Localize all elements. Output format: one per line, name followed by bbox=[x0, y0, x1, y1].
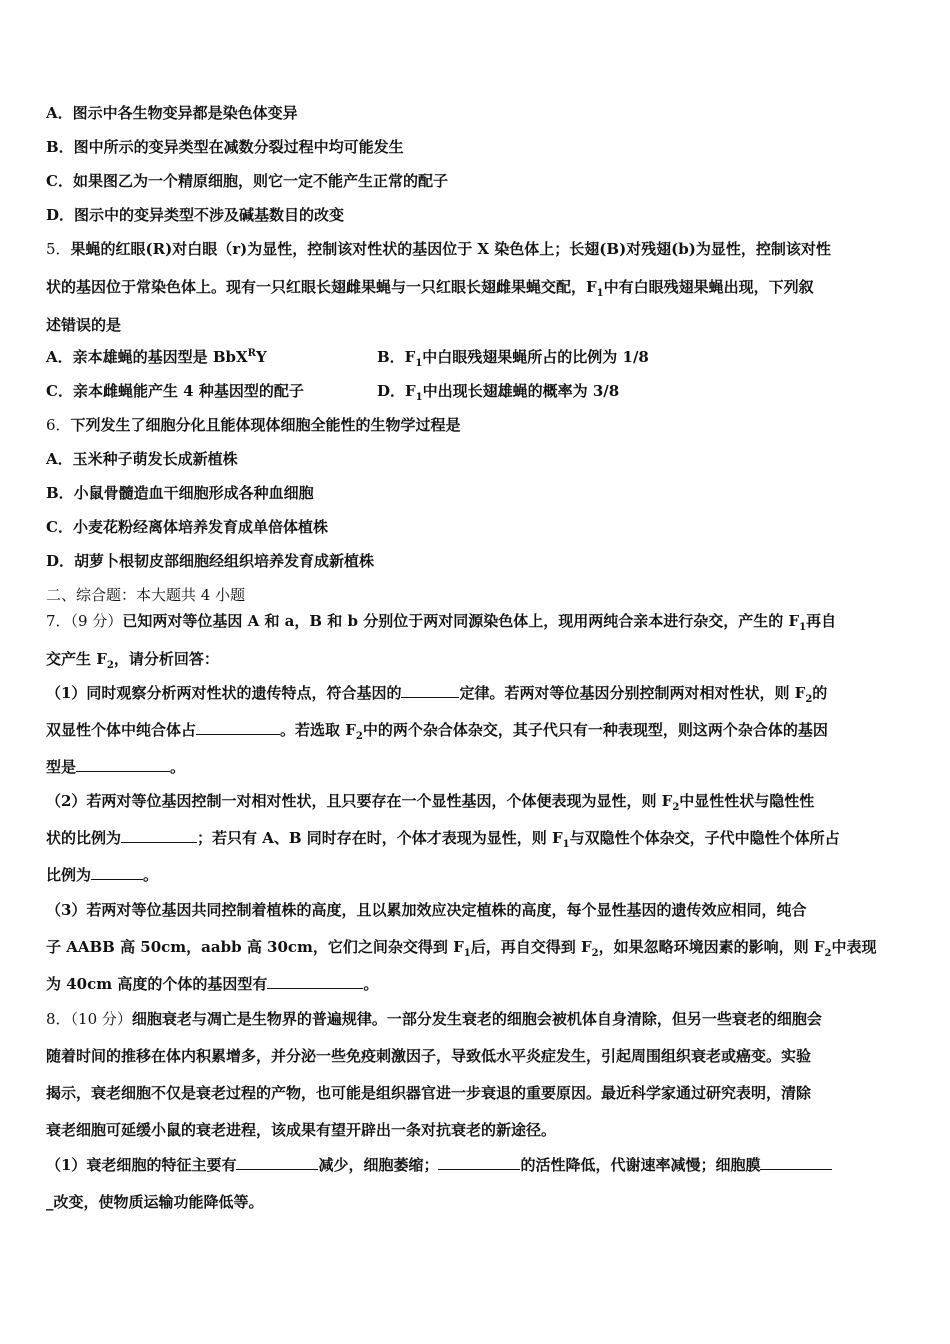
answer-blank[interactable] bbox=[267, 974, 363, 989]
answer-blank[interactable] bbox=[760, 1155, 832, 1170]
q4-option-a: A．图示中各生物变异都是染色体变异 bbox=[46, 104, 298, 122]
q7-part3-line-1: （3）若两对等位基因共同控制着植株的高度，且以累加效应决定植株的高度，每个显性基因的遗传效应相同，纯合 bbox=[46, 901, 807, 919]
q5-options-row-2 bbox=[46, 381, 906, 401]
q5-option-c: C．亲本雌蝇能产生 4 种基因型的配子 bbox=[46, 382, 304, 400]
answer-blank[interactable] bbox=[121, 828, 197, 843]
q8-stem-line-4: 衰老细胞可延缓小鼠的衰老进程，该成果有望开辟出一条对抗衰老的新途径。 bbox=[46, 1121, 557, 1139]
q7-part2-line-1: （2）若两对等位基因控制一对相对性状，且只要存在一个显性基因，个体便表现为显性，则 $F_2$中显性性状与隐性性 bbox=[46, 792, 815, 813]
q7-part2-line-2: 状的比例为 ；若只有 A、B 同时存在时，个体才表现为显性，则 $F_1$与双隐性个体杂交，子代中隐性个体所占 bbox=[46, 829, 840, 850]
answer-blank[interactable] bbox=[236, 1155, 318, 1170]
q7-part3-line-2: 子 AABB 高 50cm，aabb 高 30cm，它们之间杂交得到 $F_1$后，再自交得到 $F_2$，如果忽略环境因素的影响，则 $F_2$中表现 bbox=[46, 938, 877, 959]
q8-part1-line-2: _改变，使物质运输功能降低等。 bbox=[46, 1193, 264, 1211]
q7-part2-line-3: 比例为 。 bbox=[46, 866, 159, 884]
q7-part1-line-2: 双显性个体中纯合体占 。若选取 $F_2$中的两个杂合体杂交，其子代只有一种表现型，则这两个杂合体的基因 bbox=[46, 721, 828, 742]
answer-blank[interactable] bbox=[76, 757, 170, 772]
q8-stem-line-3: 揭示，衰老细胞不仅是衰老过程的产物，也可能是组织器官进一步衰退的重要原因。最近科学家通过研究表明，清除 bbox=[46, 1084, 812, 1102]
q8-number: 8．（10 分） bbox=[46, 1010, 132, 1028]
q5-number: 5． bbox=[46, 240, 71, 258]
q5-option-d: D．$F_1$中出现长翅雄蝇的概率为 3/8 bbox=[377, 382, 620, 403]
q5-option-b: B．$F_1$中白眼残翅果蝇所占的比例为 1/8 bbox=[377, 348, 649, 369]
q5-options-row-1 bbox=[46, 347, 906, 367]
section-2-title: 二、综合题：本大题共 4 小题 bbox=[46, 586, 246, 604]
q7-stem-line-1: 7．（9 分）已知两对等位基因 A 和 a，B 和 b 分别位于两对同源染色体上，现用两纯合亲本进行杂交，产生的 $F_1$再自 bbox=[46, 612, 837, 633]
q6-stem: 6．下列发生了细胞分化且能体现体细胞全能性的生物学过程是 bbox=[46, 416, 461, 434]
answer-blank[interactable] bbox=[401, 683, 459, 698]
q8-stem-line-1: 8．（10 分）细胞衰老与凋亡是生物界的普遍规律。一部分发生衰老的细胞会被机体自身清除，但另一些衰老的细胞会 bbox=[46, 1010, 822, 1028]
q5-stem-line-3: 述错误的是 bbox=[46, 316, 122, 334]
q7-part1-line-3: 型是 。 bbox=[46, 758, 186, 776]
q8-stem-line-2: 随着时间的推移在体内积累增多，并分泌一些免疫刺激因子，导致低水平炎症发生，引起周围组织衰老或癌变。实验 bbox=[46, 1047, 812, 1065]
q6-option-a: A．玉米种子萌发长成新植株 bbox=[46, 450, 238, 468]
q6-option-c: C．小麦花粉经离体培养发育成单倍体植株 bbox=[46, 518, 328, 536]
q4-option-d: D．图示中的变异类型不涉及碱基数目的改变 bbox=[46, 206, 345, 224]
q4-option-b: B．图中所示的变异类型在减数分裂过程中均可能发生 bbox=[46, 138, 404, 156]
q7-part1-line-1: （1）同时观察分析两对性状的遗传特点，符合基因的 定律。若两对等位基因分别控制两对相对性状，则 $F_2$的 bbox=[46, 684, 828, 705]
q4-option-c: C．如果图乙为一个精原细胞，则它一定不能产生正常的配子 bbox=[46, 172, 448, 190]
q6-number: 6． bbox=[46, 416, 71, 434]
q6-option-b: B．小鼠骨髓造血干细胞形成各种血细胞 bbox=[46, 484, 314, 502]
q7-stem-line-2: 交产生 $F_2$，请分析回答： bbox=[46, 650, 219, 671]
answer-blank[interactable] bbox=[438, 1155, 520, 1170]
answer-blank[interactable] bbox=[91, 865, 143, 880]
q6-option-d: D．胡萝卜根韧皮部细胞经组织培养发育成新植株 bbox=[46, 552, 375, 570]
q8-part1-line-1: （1）衰老细胞的特征主要有 减少，细胞萎缩； 的活性降低，代谢速率减慢；细胞膜 bbox=[46, 1155, 832, 1175]
q5-option-a: A．亲本雄蝇的基因型是 BbX$^R$Y bbox=[46, 348, 267, 366]
q7-number: 7．（9 分） bbox=[46, 612, 123, 630]
q5-stem-line-1: 5．果蝇的红眼(R)对白眼（r)为显性，控制该对性状的基因位于 X 染色体上；长翅(B)对残翅(b)为显性，控制该对性 bbox=[46, 240, 831, 258]
answer-blank[interactable] bbox=[196, 720, 280, 735]
q5-stem-line-2: 状的基因位于常染色体上。现有一只红眼长翅雌果蝇与一只红眼长翅雌果蝇交配，$F_1$中有白眼残翅果蝇出现，下列叙 bbox=[46, 278, 814, 299]
q7-part3-line-3: 为 40cm 高度的个体的基因型有 。 bbox=[46, 975, 379, 993]
